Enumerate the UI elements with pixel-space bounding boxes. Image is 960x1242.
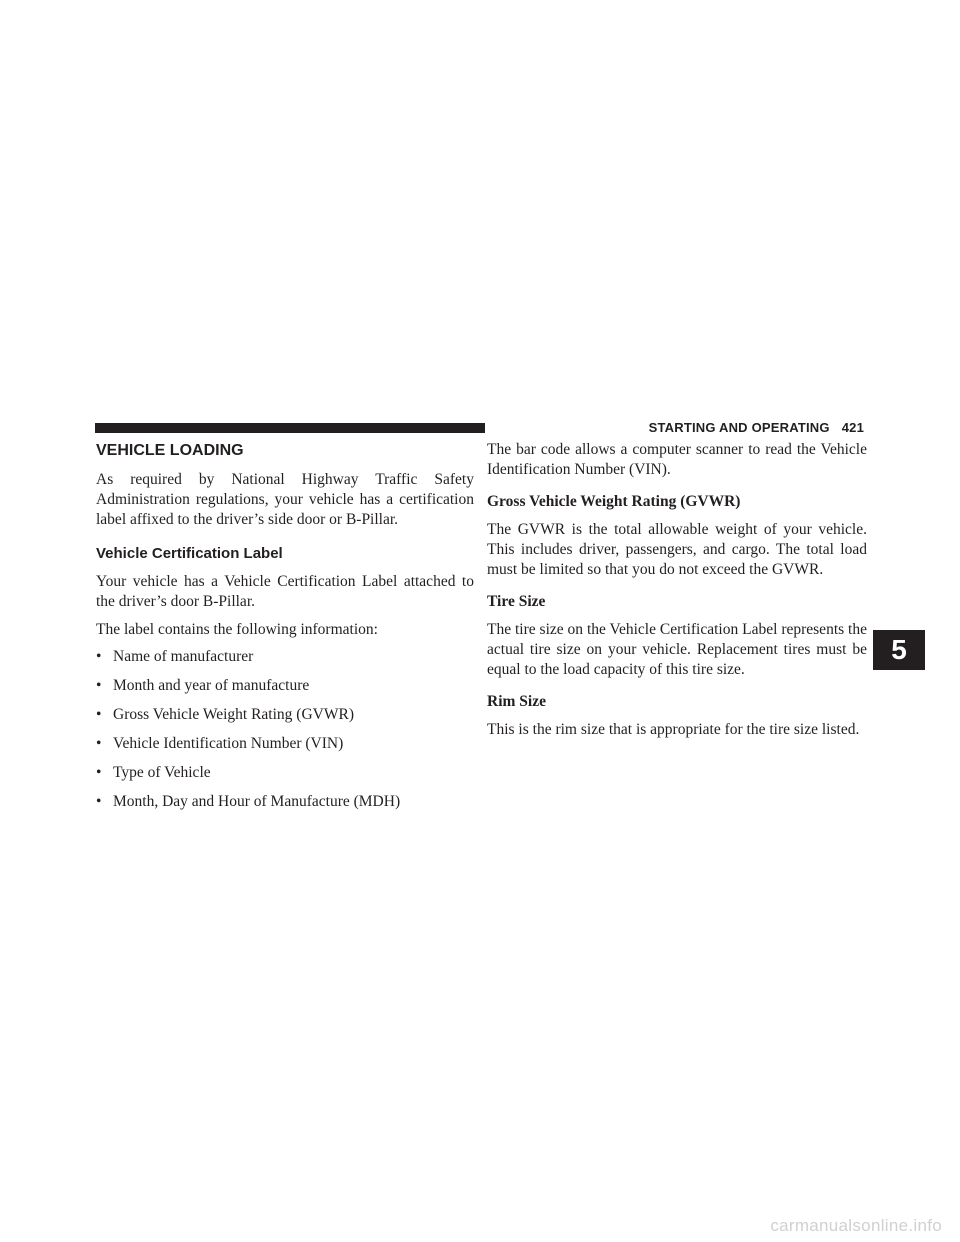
list-item: • Month, Day and Hour of Manufacture (MDH) — [96, 793, 401, 810]
label-contents-paragraph: The label contains the following information: — [96, 621, 378, 638]
header-rule — [95, 423, 485, 433]
subheading-tire-size: Tire Size — [487, 593, 546, 610]
right-column — [487, 440, 867, 740]
bullet-icon: • — [96, 706, 102, 723]
gvwr-paragraph: The GVWR is the total allowable weight of your vehicle. This includes driver, passengers, and cargo. The total load must be limited so that you do not exceed the GVWR. — [487, 521, 867, 578]
tire-size-paragraph: The tire size on the Vehicle Certification Label represents the actual tire size on your vehicle. Replacement tires must be equal to the load capacity of this tire size. — [487, 621, 867, 678]
label-info-list — [96, 644, 474, 815]
left-column — [96, 440, 474, 815]
subheading-certification-label: Vehicle Certification Label — [96, 545, 283, 562]
rim-size-paragraph: This is the rim size that is appropriate for the tire size listed. — [487, 721, 860, 738]
list-item: • Type of Vehicle — [96, 764, 211, 781]
label-location-paragraph: Your vehicle has a Vehicle Certification Label attached to the driver’s door B-Pillar. — [96, 573, 474, 610]
bullet-icon: • — [96, 793, 102, 810]
bullet-icon: • — [96, 764, 102, 781]
page-number: 421 — [841, 420, 864, 435]
bullet-icon: • — [96, 677, 102, 694]
intro-paragraph: As required by National Highway Traffic Safety Administration regulations, your vehicle has a certification label affixed to the driver’s side door or B-Pillar. — [96, 471, 474, 528]
running-header — [494, 420, 864, 435]
subheading-rim-size: Rim Size — [487, 693, 546, 710]
bullet-icon: • — [96, 735, 102, 752]
chapter-tab[interactable]: 5 — [873, 630, 925, 670]
list-item: • Month and year of manufacture — [96, 677, 310, 694]
section-title: STARTING AND OPERATING — [648, 420, 830, 435]
list-item: • Name of manufacturer — [96, 648, 254, 665]
list-item: • Gross Vehicle Weight Rating (GVWR) — [96, 706, 354, 723]
bullet-icon: • — [96, 648, 102, 665]
list-item: • Vehicle Identification Number (VIN) — [96, 735, 344, 752]
barcode-paragraph: The bar code allows a computer scanner to read the Vehicle Identification Number (VIN). — [487, 441, 867, 478]
section-heading: VEHICLE LOADING — [96, 442, 244, 459]
subheading-gvwr: Gross Vehicle Weight Rating (GVWR) — [487, 493, 741, 510]
watermark: carmanualsonline.info — [770, 1216, 942, 1235]
